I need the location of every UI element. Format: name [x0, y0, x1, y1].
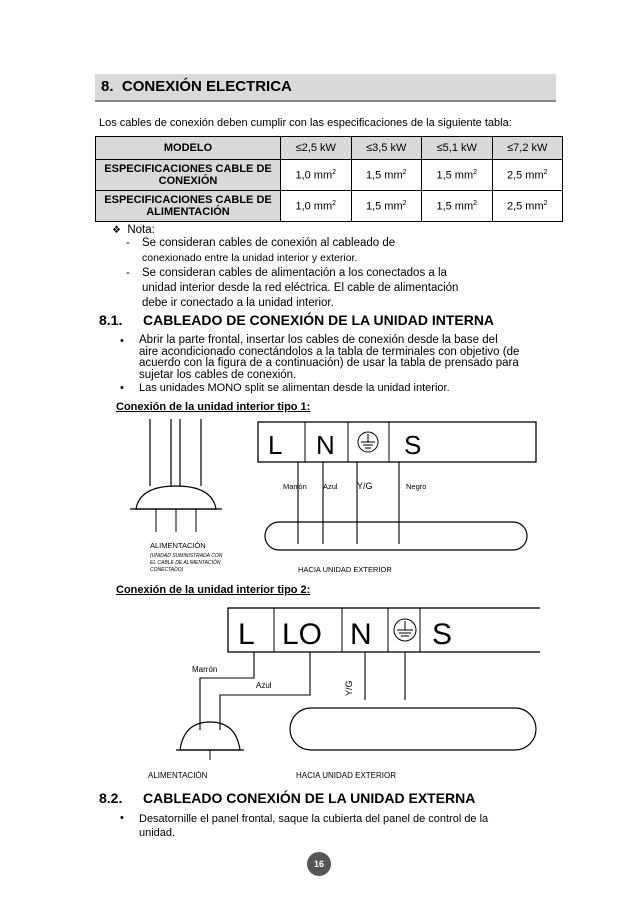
- table-header-cell: ≤3,5 kW: [351, 137, 422, 160]
- wiring-diagram-1: [120, 414, 540, 584]
- power-note: (UNIDAD SUMINISTRADA CON: [150, 553, 223, 559]
- table-header-row: [96, 137, 563, 160]
- table-header-cell: ≤5,1 kW: [422, 137, 493, 160]
- table-header-cell: ≤2,5 kW: [281, 137, 352, 160]
- s81-bullet-2: Las unidades MONO split se alimentan desde la unidad interior.: [139, 382, 450, 394]
- terminal-label: L: [238, 618, 255, 651]
- wiring-diagram-2: [120, 600, 540, 785]
- outdoor-label: HACIA UNIDAD EXTERIOR: [296, 771, 397, 780]
- wire-label: Y/G: [344, 680, 354, 696]
- table-cell: 1,5 $mm^2$: [351, 160, 422, 191]
- terminal-label: N: [316, 430, 335, 460]
- power-label: ALIMENTACIÓN: [148, 771, 208, 780]
- wire-label: Y/G: [357, 481, 373, 491]
- table-cell: 1,0 $mm^2$: [281, 191, 352, 222]
- power-label: ALIMENTACIÓN: [150, 541, 206, 550]
- table-cell: 1,5 $mm^2$: [351, 191, 422, 222]
- table-cell: 1,5 $mm^2$: [422, 160, 493, 191]
- diamond-bullet-icon: ❖: [112, 225, 121, 236]
- table-cell: 1,5 $mm^2$: [422, 191, 493, 222]
- note-item-2: Se consideran cables de alimentación a los conectados a la unidad interior desde la red eléctrica. El cable de alimentación debe ir conectado a la unidad interior.: [142, 267, 459, 309]
- ground-icon: [394, 619, 416, 641]
- section-8-2-number: 8.2.: [99, 790, 123, 806]
- table-cell: 2,5 $mm^2$: [492, 160, 563, 191]
- section-title: 8. CONEXIÓN ELECTRICA: [101, 78, 292, 95]
- terminal-label: N: [350, 618, 372, 651]
- table-header-cell: MODELO: [96, 137, 281, 160]
- wire-label: Marrón: [283, 482, 307, 491]
- section-8-1-number: 8.1.: [99, 312, 123, 328]
- wire-label: Marrón: [192, 665, 218, 674]
- outdoor-label: HACIA UNIDAD EXTERIOR: [298, 565, 392, 574]
- row-label: ESPECIFICACIONES CABLE DE CONEXIÓN: [96, 160, 281, 191]
- section-header: [95, 74, 556, 102]
- type1-heading: Conexión de la unidad interior tipo 1:: [116, 401, 311, 413]
- note-title: ❖ Nota:: [112, 224, 155, 236]
- s82-bullet-1: Desatornille el panel frontal, saque la cubierta del panel de control de la unidad.: [139, 813, 489, 839]
- table-row: [96, 191, 563, 222]
- ground-icon: [358, 432, 378, 452]
- table-cell: 2,5 $mm^2$: [492, 191, 563, 222]
- note-dash: -: [126, 267, 130, 279]
- table-header-cell: ≤7,2 kW: [492, 137, 563, 160]
- intro-text: Los cables de conexión deben cumplir con las especificaciones de la siguiente tabla:: [99, 117, 512, 129]
- table-row: [96, 160, 563, 191]
- terminal-label: LO: [282, 618, 323, 651]
- type2-heading: Conexión de la unidad interior tipo 2:: [116, 584, 311, 596]
- wire-label: Azul: [323, 482, 338, 491]
- section-8-1-title: CABLEADO DE CONEXIÓN DE LA UNIDAD INTERNA: [143, 312, 495, 328]
- terminal-label: S: [432, 618, 453, 651]
- row-label: ESPECIFICACIONES CABLE DE ALIMENTACIÓN: [96, 191, 281, 222]
- terminal-label: S: [404, 430, 422, 460]
- bullet-dot-icon: •: [120, 335, 124, 347]
- s81-bullet-1: Abrir la parte frontal, insertar los cables de conexión desde la base del aire acondicionado conectándolos a la tabla de terminales con objetivo (de acuerdo con la figura de a continuación) de usar la tabla de prensado para sujetar los cables de conexión.: [139, 334, 520, 381]
- table-cell: 1,0 $mm^2$: [281, 160, 352, 191]
- page-number-badge: 16: [307, 852, 331, 876]
- terminal-label: L: [268, 430, 283, 460]
- wire-label: Azul: [256, 681, 272, 690]
- spec-table: [95, 136, 563, 222]
- power-note: CONECTADO): [150, 567, 184, 573]
- note-dash: -: [126, 237, 130, 249]
- bullet-dot-icon: •: [120, 382, 124, 394]
- section-8-2-title: CABLEADO CONEXIÓN DE LA UNIDAD EXTERNA: [143, 790, 476, 806]
- wire-label: Negro: [406, 482, 427, 491]
- bullet-dot-icon: •: [120, 812, 124, 824]
- note-item-1: Se consideran cables de conexión al cableado de conexionado entre la unidad interior y exterior.: [142, 237, 396, 264]
- power-note: EL CABLE DE ALIMENTACIÓN: [150, 560, 221, 566]
